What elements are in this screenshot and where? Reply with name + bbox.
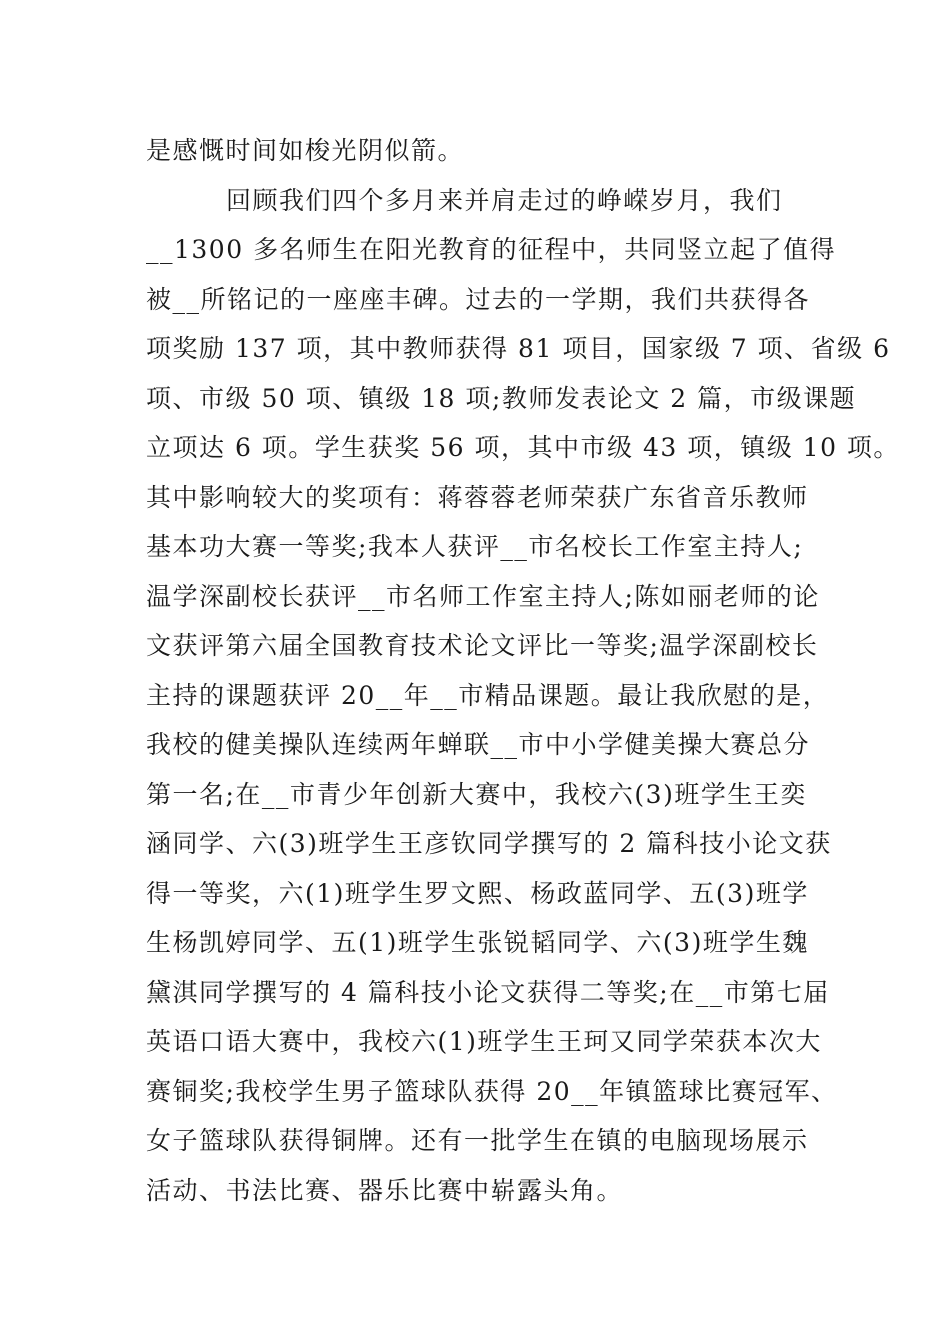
text-line: 生杨凯婷同学、五(1)班学生张锐韬同学、六(3)班学生魏 bbox=[146, 928, 809, 957]
text-line: 涵同学、六(3)班学生王彦钦同学撰写的 2 篇科技小论文获 bbox=[146, 829, 832, 858]
paragraph-first-line: 回顾我们四个多月来并肩走过的峥嵘岁月，我们 bbox=[226, 185, 783, 215]
text-line: 活动、书法比赛、器乐比赛中崭露头角。 bbox=[146, 1175, 624, 1205]
text-line: 基本功大赛一等奖;我本人获评__市名校长工作室主持人; bbox=[146, 532, 804, 561]
body-text bbox=[146, 126, 900, 1215]
text-line: 是感慨时间如梭光阴似箭。 bbox=[146, 136, 465, 165]
text-line: 温学深副校长获评__市名师工作室主持人;陈如丽老师的论 bbox=[146, 581, 820, 611]
text-line: 我校的健美操队连续两年蝉联__市中小学健美操大赛总分 bbox=[146, 730, 811, 759]
text-line: 女子篮球队获得铜牌。还有一批学生在镇的电脑现场展示 bbox=[146, 1126, 809, 1155]
text-line: 第一名;在__市青少年创新大赛中，我校六(3)班学生王奕 bbox=[146, 779, 807, 809]
text-line: 英语口语大赛中，我校六(1)班学生王珂又同学荣获本次大 bbox=[146, 1027, 822, 1056]
text-line: 立项达 6 项。学生获奖 56 项，其中市级 43 项，镇级 10 项。 bbox=[146, 433, 900, 462]
text-line: 得一等奖，六(1)班学生罗文熙、杨政蓝同学、五(3)班学 bbox=[146, 878, 809, 908]
text-line: 其中影响较大的奖项有：蒋蓉蓉老师荣获广东省音乐教师 bbox=[146, 482, 809, 512]
text-line: 被__所铭记的一座座丰碑。过去的一学期，我们共获得各 bbox=[146, 284, 811, 314]
text-line: 项奖励 137 项，其中教师获得 81 项目，国家级 7 项、省级 6 bbox=[146, 334, 891, 363]
text-line: 黛淇同学撰写的 4 篇科技小论文获得二等奖;在__市第七届 bbox=[146, 977, 830, 1007]
text-line: 文获评第六届全国教育技术论文评比一等奖;温学深副校长 bbox=[146, 631, 819, 660]
text-line: __1300 多名师生在阳光教育的征程中，共同竖立起了值得 bbox=[146, 235, 837, 264]
text-line: 赛铜奖;我校学生男子篮球队获得 20__年镇篮球比赛冠军、 bbox=[146, 1076, 838, 1106]
text-line: 主持的课题获评 20__年__市精品课题。最让我欣慰的是， bbox=[146, 680, 830, 710]
text-line: 项、市级 50 项、镇级 18 项;教师发表论文 2 篇，市级课题 bbox=[146, 383, 857, 413]
